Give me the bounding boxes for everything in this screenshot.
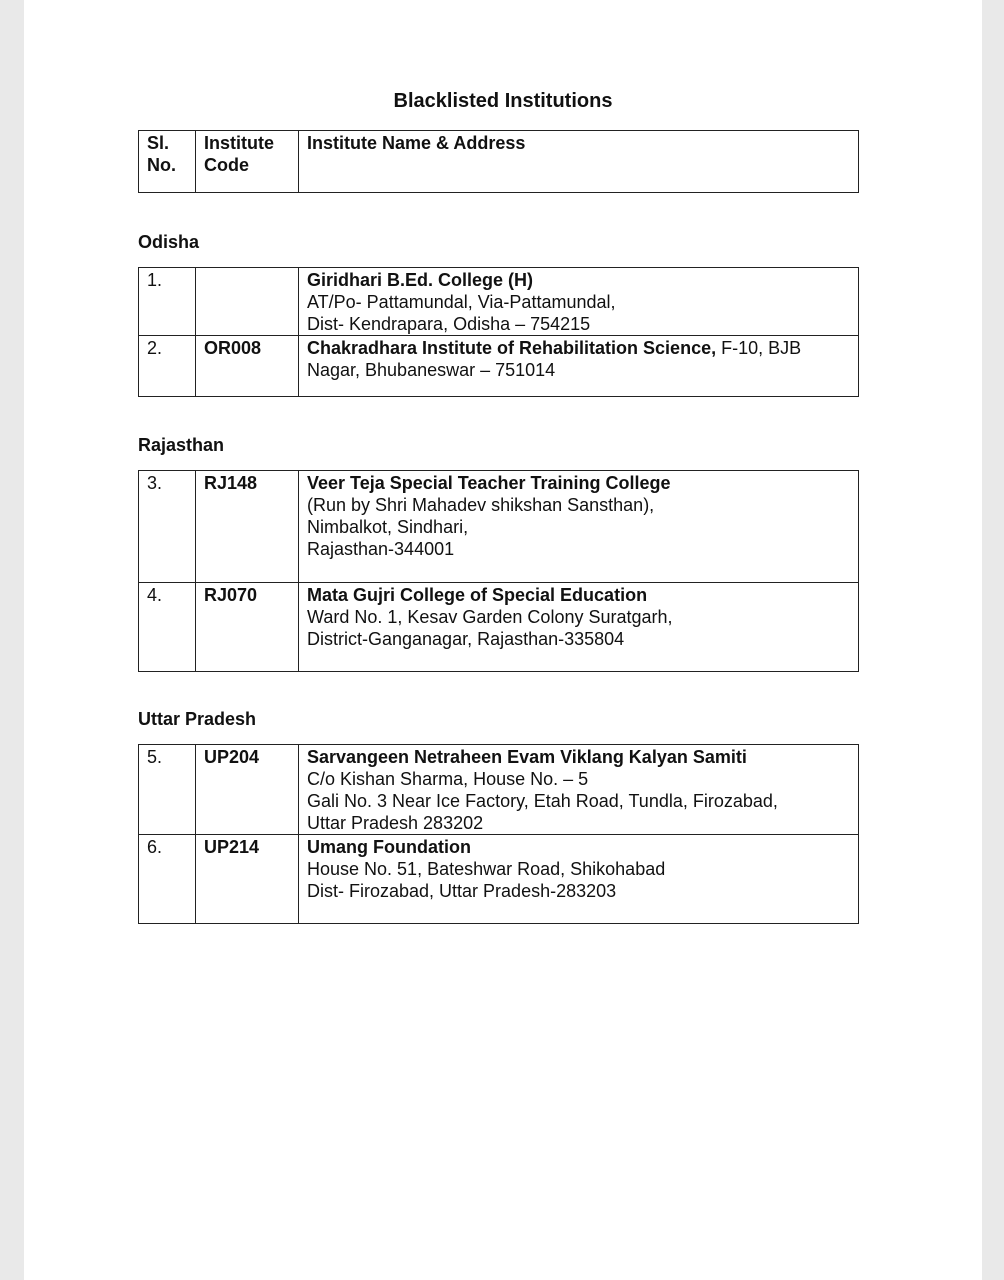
table-row — [139, 835, 859, 924]
table-uttar-pradesh — [138, 744, 859, 924]
table-row — [139, 471, 859, 583]
table-row — [139, 745, 859, 835]
institute-name-suffix: F-10, BJB — [716, 338, 802, 358]
address-line: House No. 51, Bateshwar Road, Shikohabad — [307, 859, 666, 879]
row-sl-no: 4. — [139, 583, 196, 672]
address-line: AT/Po- Pattamundal, Via-Pattamundal, — [307, 292, 616, 312]
row-code: RJ070 — [196, 583, 299, 672]
row-sl-no: 6. — [139, 835, 196, 924]
row-institute — [299, 268, 859, 336]
institute-name: Sarvangeen Netraheen Evam Viklang Kalyan Samiti — [307, 747, 747, 767]
row-institute — [299, 471, 859, 583]
row-code: UP214 — [196, 835, 299, 924]
row-code: OR008 — [196, 336, 299, 397]
row-institute — [299, 745, 859, 835]
address-line: Nimbalkot, Sindhari, — [307, 517, 469, 537]
institute-name: Umang Foundation — [307, 837, 471, 857]
document-page — [24, 0, 982, 1280]
table-rajasthan — [138, 470, 859, 672]
row-code: RJ148 — [196, 471, 299, 583]
header-sl-no: Sl. No. — [139, 131, 196, 193]
row-institute — [299, 583, 859, 672]
row-institute — [299, 336, 859, 397]
header-institute-name: Institute Name & Address — [299, 131, 859, 193]
institute-name: Chakradhara Institute of Rehabilitation Science, — [307, 338, 717, 358]
institute-name: Mata Gujri College of Special Education — [307, 585, 648, 605]
address-line: Ward No. 1, Kesav Garden Colony Suratgarh, — [307, 607, 673, 627]
row-sl-no: 1. — [139, 268, 196, 336]
address-line: Gali No. 3 Near Ice Factory, Etah Road, Tundla, Firozabad, — [307, 791, 778, 811]
address-line: Dist- Kendrapara, Odisha – 754215 — [307, 314, 591, 334]
row-institute — [299, 835, 859, 924]
institute-name-line — [307, 337, 850, 359]
address-line: District-Ganganagar, Rajasthan-335804 — [307, 629, 625, 649]
header-institute-code: Institute Code — [196, 131, 299, 193]
row-code: UP204 — [196, 745, 299, 835]
section-heading-odisha: Odisha — [138, 232, 200, 252]
table-row — [139, 583, 859, 672]
address-line: Rajasthan-344001 — [307, 539, 455, 559]
header-row — [139, 131, 859, 193]
row-code — [196, 268, 299, 336]
row-sl-no: 5. — [139, 745, 196, 835]
institute-name: Giridhari B.Ed. College (H) — [307, 270, 534, 290]
row-sl-no: 3. — [139, 471, 196, 583]
address-line: (Run by Shri Mahadev shikshan Sansthan), — [307, 495, 655, 515]
address-line: Dist- Firozabad, Uttar Pradesh-283203 — [307, 881, 617, 901]
address-line: Nagar, Bhubaneswar – 751014 — [307, 360, 556, 380]
table-row — [139, 268, 859, 336]
address-line: C/o Kishan Sharma, House No. – 5 — [307, 769, 589, 789]
header-table — [138, 130, 859, 193]
page-title: Blacklisted Institutions — [393, 90, 613, 112]
section-heading-rajasthan: Rajasthan — [138, 435, 225, 455]
table-odisha — [138, 267, 859, 397]
section-heading-uttar-pradesh: Uttar Pradesh — [138, 709, 257, 729]
institute-name: Veer Teja Special Teacher Training College — [307, 473, 671, 493]
table-row — [139, 336, 859, 397]
address-line: Uttar Pradesh 283202 — [307, 813, 484, 833]
row-sl-no: 2. — [139, 336, 196, 397]
